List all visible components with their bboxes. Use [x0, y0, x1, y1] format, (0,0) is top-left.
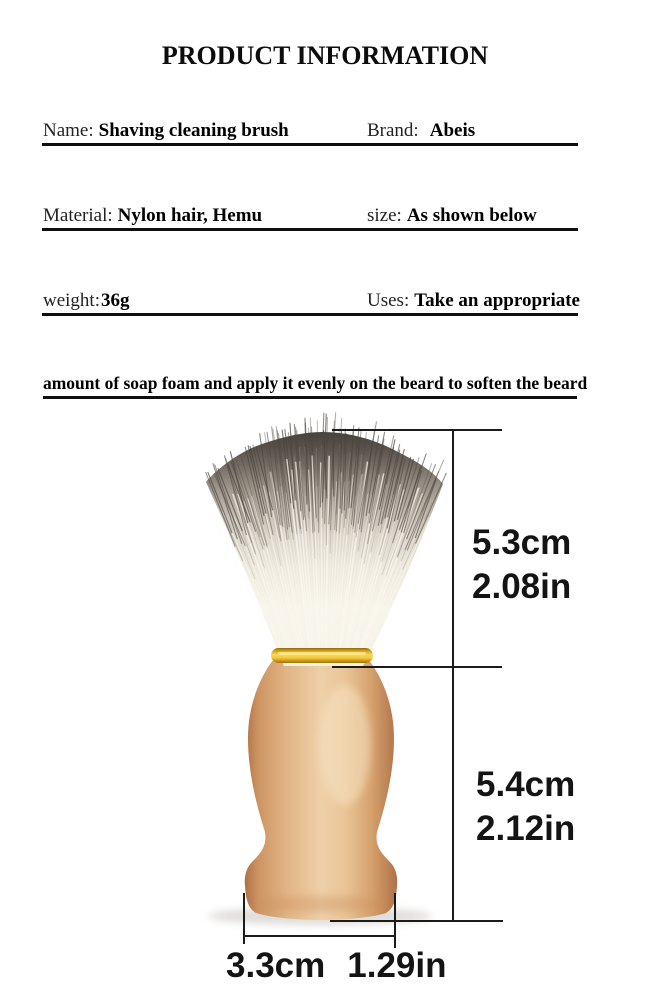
handle-height-in: 2.12in — [476, 809, 576, 848]
spec-value-material: Nylon hair, Hemu — [117, 205, 263, 226]
dimension-label-base — [226, 944, 446, 988]
spec-label-weight: weight: — [43, 290, 100, 311]
brush-ring — [271, 648, 373, 663]
spec-value-brand: Abeis — [429, 120, 476, 141]
brush-head-height-in: 2.08in — [472, 567, 572, 606]
brush-bristles — [206, 413, 446, 666]
spec-value-size: As shown below — [406, 205, 537, 226]
brush-handle — [245, 660, 397, 920]
uses-continuation-text: amount of soap foam and apply it evenly on the beard to soften the beard — [43, 373, 588, 393]
spec-label-uses: Uses: — [367, 290, 410, 311]
base-width-in: 1.29in — [347, 946, 447, 985]
spec-label-name: Name: — [43, 120, 94, 141]
spec-value-name: Shaving cleaning brush — [98, 120, 289, 141]
spec-value-uses: Take an appropriate — [414, 290, 580, 311]
dimension-label-brush-head — [472, 521, 571, 609]
spec-label-material: Material: — [43, 205, 113, 226]
base-width-cm: 3.3cm — [226, 946, 326, 985]
brush-head-height-cm: 5.3cm — [472, 523, 572, 562]
dimension-label-handle — [476, 763, 575, 851]
handle-height-cm: 5.4cm — [476, 765, 576, 804]
spec-value-weight: 36g — [101, 290, 130, 311]
page-title: PRODUCT INFORMATION — [161, 41, 489, 70]
spec-label-brand: Brand: — [367, 120, 419, 141]
spec-label-size: size: — [367, 205, 402, 226]
